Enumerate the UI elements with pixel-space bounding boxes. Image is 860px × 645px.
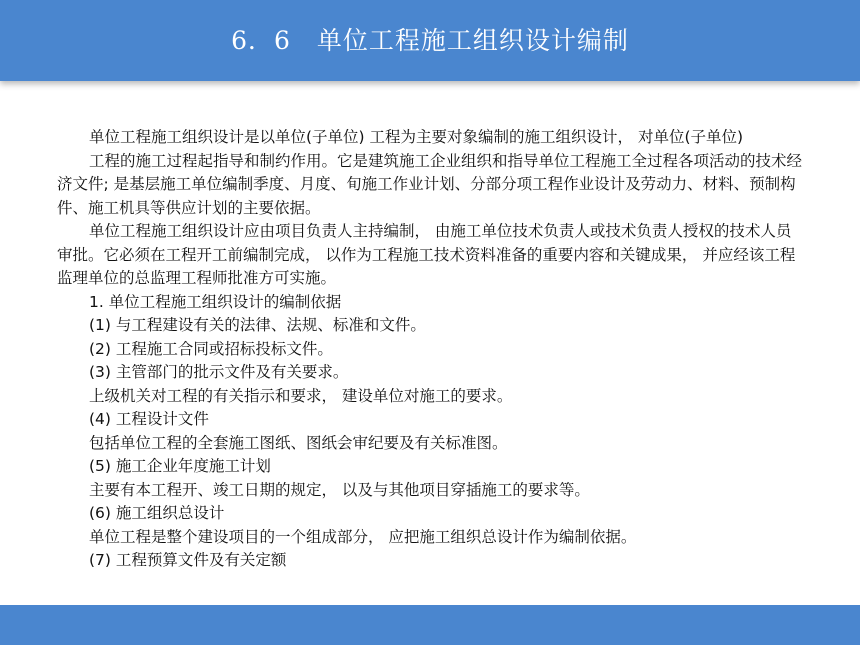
list-item: 1. 单位工程施工组织设计的编制依据 bbox=[89, 292, 342, 311]
list-item: (5) 施工企业年度施工计划 bbox=[89, 457, 271, 475]
list-item: 上级机关对工程的有关指示和要求， 建设单位对施工的要求。 bbox=[89, 386, 513, 405]
list-item: 包括单位工程的全套施工图纸、图纸会审纪要及有关标准图。 bbox=[89, 433, 508, 452]
footer-bar bbox=[0, 605, 860, 645]
paragraph-intro: 单位工程施工组织设计是以单位(子单位) 工程为主要对象编制的施工组织设计， 对单位(子单位) bbox=[89, 128, 744, 146]
list-item: 主要有本工程开、竣工日期的规定， 以及与其他项目穿插施工的要求等。 bbox=[89, 480, 590, 499]
list-item: (7) 工程预算文件及有关定额 bbox=[89, 551, 287, 569]
list-item: (6) 施工组织总设计 bbox=[89, 504, 225, 522]
list-item: (1) 与工程建设有关的法律、法规、标准和文件。 bbox=[89, 316, 426, 334]
slide-content bbox=[57, 126, 802, 573]
slide-title: 6．6 单位工程施工组织设计编制 bbox=[231, 26, 629, 55]
list-item: (2) 工程施工合同或招标投标文件。 bbox=[89, 339, 333, 358]
paragraph-approval: 单位工程施工组织设计应由项目负责人主持编制， 由施工单位技术负责人或技术负责人授权的技术人员审批。它必须在工程开工前编制完成， 以作为工程施工技术资料准备的重要内容和关键成果， 并应经该工程监理单位的总监理工程师批准方可实施。 bbox=[57, 222, 796, 287]
list-item: (4) 工程设计文件 bbox=[89, 410, 209, 428]
list-item: (3) 主管部门的批示文件及有关要求。 bbox=[89, 363, 349, 381]
paragraph-role: 工程的施工过程起指导和制约作用。它是建筑施工企业组织和指导单位工程施工全过程各项活动的技术经济文件; 是基层施工单位编制季度、月度、旬施工作业计划、分部分项工程作业设计及劳动力、材料、预制构件、施工机具等供应计划的主要依据。 bbox=[57, 151, 803, 217]
list-item: 单位工程是整个建设项目的一个组成部分， 应把施工组织总设计作为编制依据。 bbox=[89, 527, 637, 546]
